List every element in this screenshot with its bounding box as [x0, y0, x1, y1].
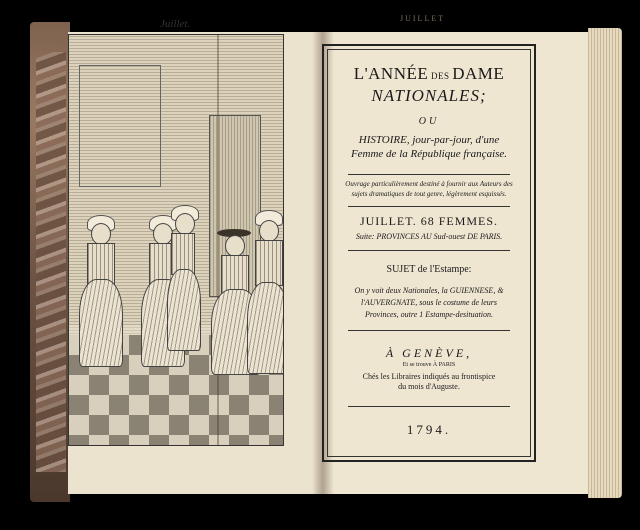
wall-panel: [79, 65, 161, 187]
description-line-1: Ouvrage particulièrement destiné à fournir aux Auteurs des: [345, 180, 513, 188]
marbled-cover: [36, 52, 66, 472]
engraving-illustration: [68, 34, 284, 446]
divider-rule: [348, 406, 510, 407]
suite-line: Suite: PROVINCES AU Sud-ouest DE PARIS.: [355, 232, 503, 241]
subtitle-line-1: HISTOIRE, jour-par-jour, d'une: [358, 134, 500, 146]
title-page-inner-frame: [327, 49, 531, 457]
title-line-3: OU: [418, 116, 440, 127]
subtitle-line-2: Femme de la République française.: [350, 148, 508, 160]
page-fold: [217, 35, 219, 445]
imprint-line-1: Et se trouve À PARIS: [402, 362, 456, 368]
publication-year: 1794.: [406, 422, 452, 437]
divider-rule: [348, 174, 510, 175]
running-head: JUILLET: [400, 14, 446, 23]
plate-subject-heading: SUJET de l'Estampe:: [386, 264, 472, 275]
month-heading: JUILLET. 68 FEMMES.: [359, 214, 499, 228]
page-edges: [588, 28, 622, 498]
description-line-2: sujets dramatiques de tout genre, légèrement esquissés.: [351, 190, 507, 198]
title-line-1: L'ANNÉE DES DAME: [353, 64, 505, 83]
title-page-frame: [322, 44, 536, 462]
divider-rule: [348, 250, 510, 251]
imprint-place: À GENÈVE,: [385, 346, 473, 360]
plate-subject-line-2: l'AUVERGNATE, sous le costume de leurs: [360, 298, 498, 307]
engraving-caption: Juillet.: [160, 18, 191, 30]
title-line-2: NATIONALES;: [371, 86, 487, 105]
imprint-line-2: Chés les Libraires indiqués au frontispice: [362, 372, 496, 381]
imprint-line-3: du mois d'Auguste.: [398, 382, 460, 391]
divider-rule: [348, 330, 510, 331]
book-cover: [30, 22, 70, 502]
plate-subject-line-3: Provinces, outre 1 Estampe-desituation.: [364, 310, 494, 319]
divider-rule: [348, 206, 510, 207]
plate-subject-line-1: On y voit deux Nationales, la GUIENNESE, &: [354, 286, 504, 295]
